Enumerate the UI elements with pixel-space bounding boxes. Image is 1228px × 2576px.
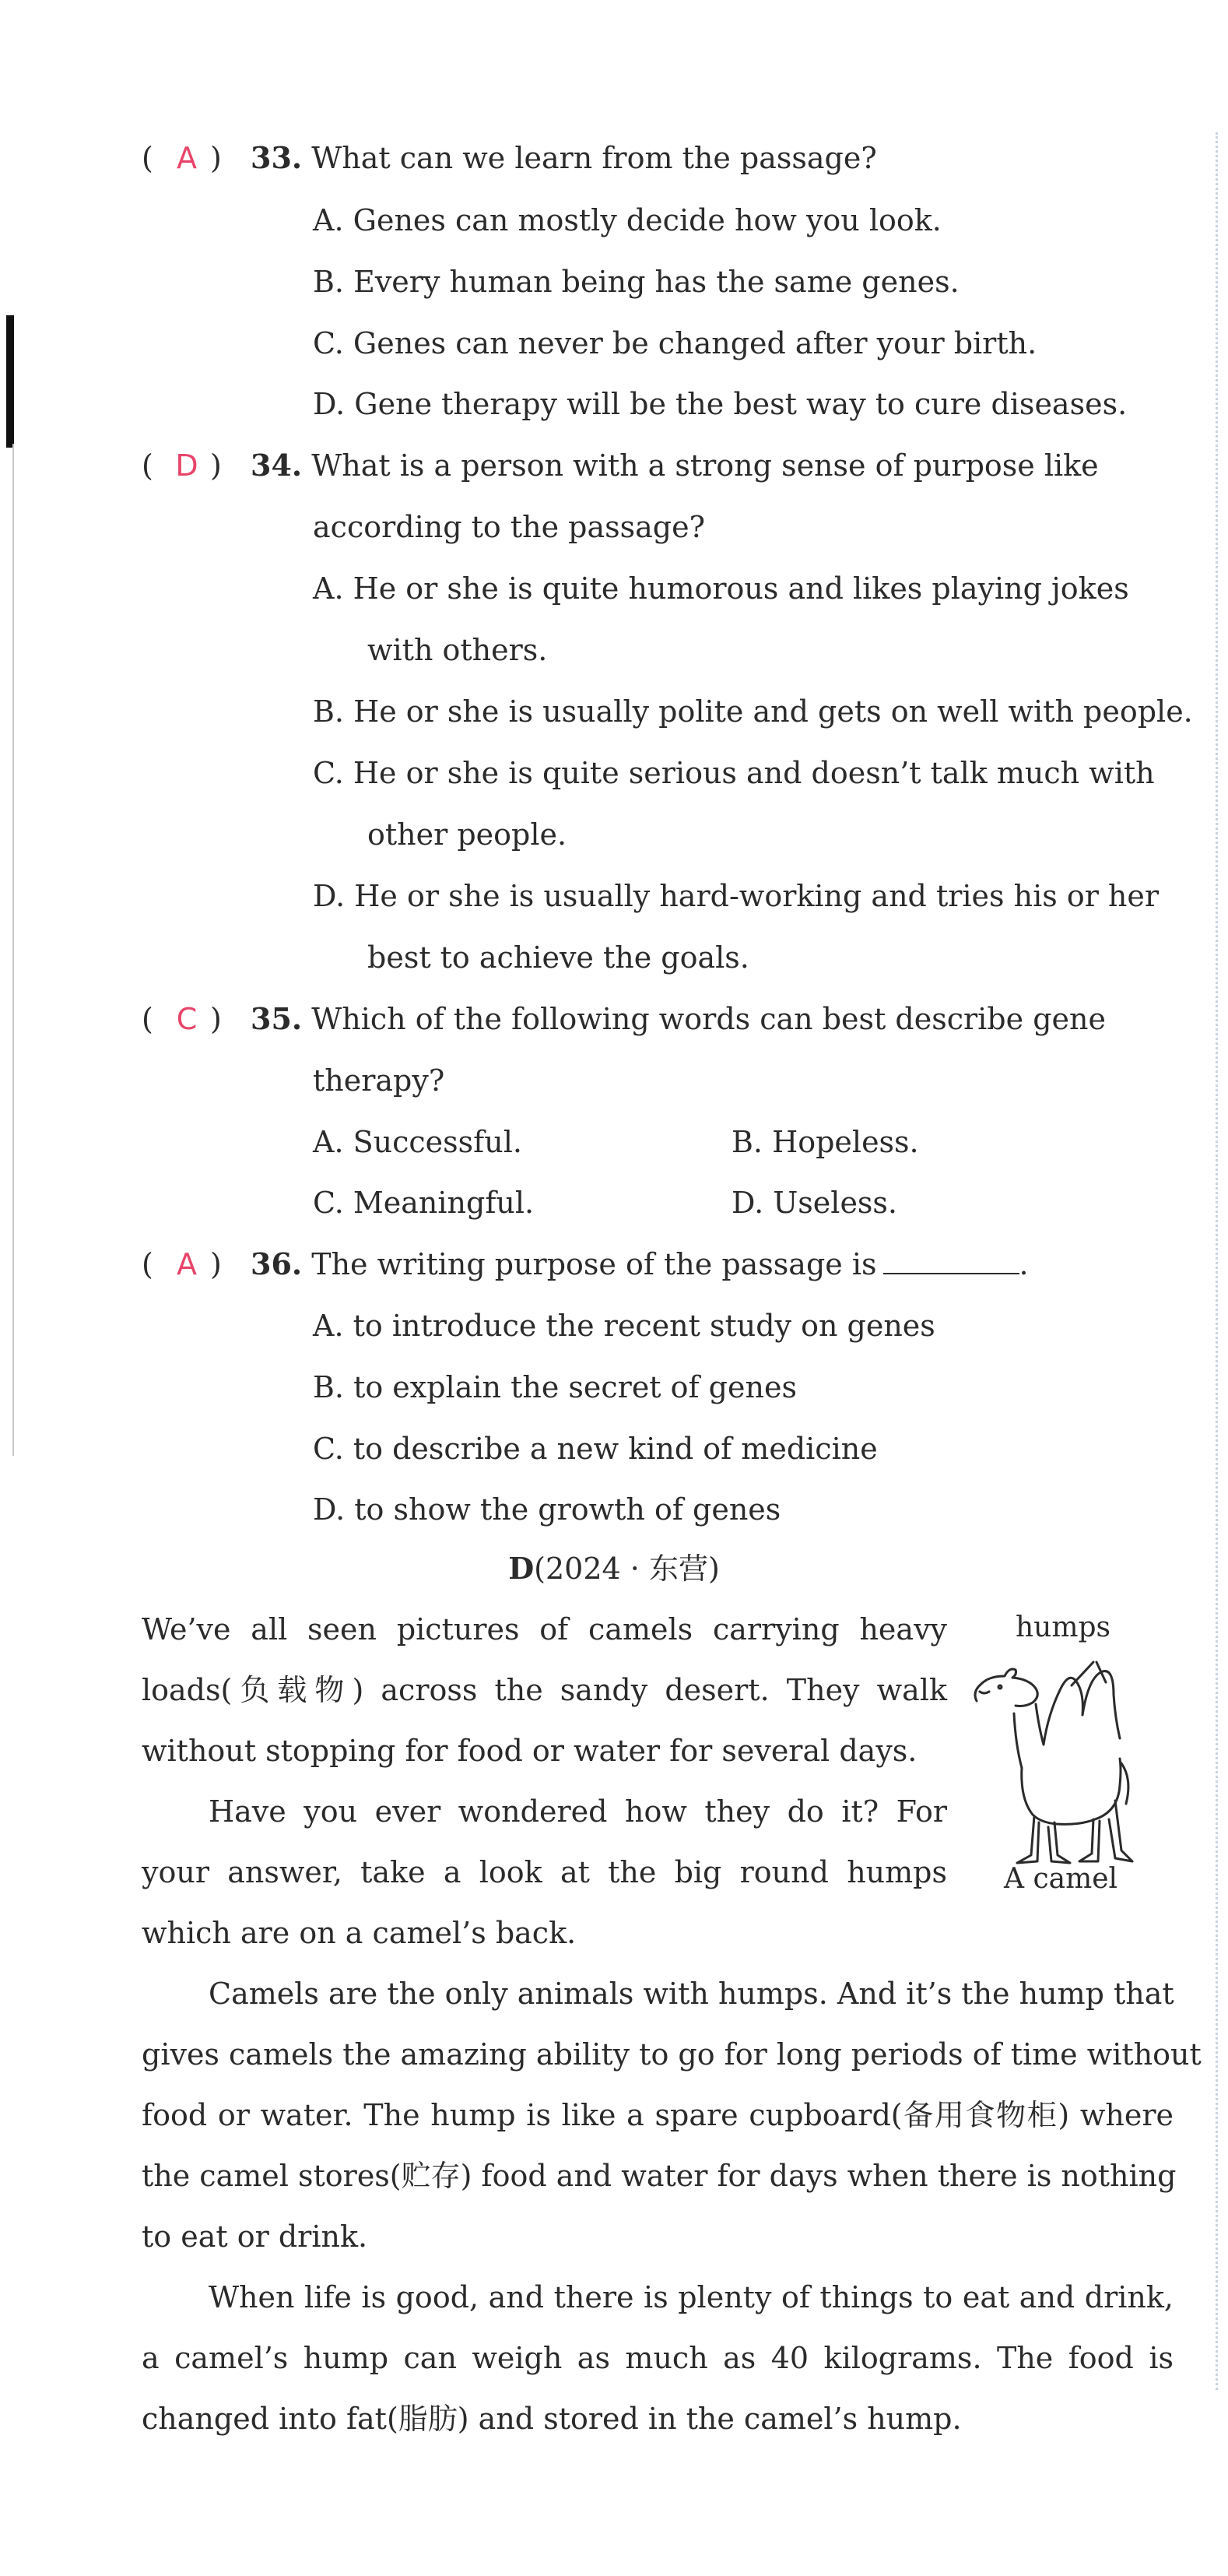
camel-illustration <box>969 1615 1156 1872</box>
humps-label: humps <box>1016 1611 1111 1643</box>
section-letter: D <box>508 1551 535 1586</box>
answer-q36: A <box>177 1247 197 1281</box>
fill-in-blank <box>883 1246 1019 1274</box>
question-33-stem: ( A ) 33. What can we learn from the passage? <box>142 139 877 177</box>
answer-q33: A <box>177 141 197 175</box>
q36-option-a: A. to introduce the recent study on genes <box>313 1309 935 1343</box>
passage-p1-line-1: We’ve all seen pictures of camels carrying heavy <box>142 1612 947 1646</box>
section-source: (2024 · 东营) <box>534 1552 720 1586</box>
passage-p3-line-5: to eat or drink. <box>142 2219 368 2254</box>
passage-p2-line-3: which are on a camel’s back. <box>142 1916 577 1950</box>
q36-option-b: B. to explain the secret of genes <box>313 1370 797 1404</box>
q36-option-d: D. to show the growth of genes <box>313 1492 781 1527</box>
passage-p3-line-2: gives camels the amazing ability to go for long periods of time without <box>142 2037 1202 2072</box>
figure-caption: A camel <box>1004 1863 1118 1895</box>
q35-option-c: C. Meaningful. <box>313 1186 535 1220</box>
q33-option-c: C. Genes can never be changed after your birth. <box>313 326 1037 360</box>
q35-stem-line-2: therapy? <box>313 1063 445 1098</box>
passage-p2-line-2: your answer, take a look at the big round humps <box>142 1855 947 1889</box>
question-36-stem: ( A ) 36. The writing purpose of the passage is . <box>142 1245 1029 1284</box>
q34-option-c-cont: other people. <box>367 817 567 852</box>
question-35-stem: ( C ) 35. Which of the following words can best describe gene <box>142 1000 1106 1038</box>
passage-p1-line-3: without stopping for food or water for several days. <box>142 1734 917 1768</box>
q33-option-a: A. Genes can mostly decide how you look. <box>313 203 942 237</box>
passage-p4-line-2: a camel’s hump can weigh as much as 40 kilograms. The food is <box>142 2341 1174 2375</box>
answer-bracket: ( D ) <box>142 446 251 485</box>
answer-bracket: ( A ) <box>142 139 251 177</box>
passage-p2-line-1: Have you ever wondered how they do it? For <box>209 1794 947 1829</box>
q34-option-c: C. He or she is quite serious and doesn’t talk much with <box>313 756 1155 790</box>
q34-option-a-cont: with others. <box>367 633 548 667</box>
section-heading <box>0 1549 1228 1588</box>
passage-p3-line-3: food or water. The hump is like a spare cupboard(备用食物柜) where <box>142 2098 1174 2132</box>
answer-q34: D <box>175 448 198 483</box>
q33-option-d: D. Gene therapy will be the best way to cure diseases. <box>313 387 1128 421</box>
margin-dotted-rule <box>1216 132 1218 2390</box>
q34-stem-line-2: according to the passage? <box>313 510 705 544</box>
binding-mark <box>6 315 14 448</box>
q34-option-a: A. He or she is quite humorous and likes playing jokes <box>313 571 1129 606</box>
passage-p1-line-2: loads(负载物) across the sandy desert. They walk <box>142 1673 947 1707</box>
passage-p3-line-1: Camels are the only animals with humps. And it’s the hump that <box>209 1977 1174 2011</box>
q34-option-d-cont: best to achieve the goals. <box>367 940 749 975</box>
q35-option-b: B. Hopeless. <box>732 1125 919 1159</box>
question-34-stem: ( D ) 34. What is a person with a strong sense of purpose like <box>142 446 1099 485</box>
answer-bracket: ( C ) <box>142 1000 251 1038</box>
answer-q35: C <box>176 1002 198 1036</box>
q35-option-a: A. Successful. <box>313 1125 522 1159</box>
passage-p3-line-4: the camel stores(贮存) food and water for days when there is nothing <box>142 2159 1177 2193</box>
passage-p4-line-1: When life is good, and there is plenty of things to eat and drink, <box>209 2280 1174 2314</box>
q34-option-b: B. He or she is usually polite and gets on well with people. <box>313 694 1193 729</box>
q35-option-d: D. Useless. <box>732 1186 898 1220</box>
q36-option-c: C. to describe a new kind of medicine <box>313 1432 878 1466</box>
q33-option-b: B. Every human being has the same genes. <box>313 265 960 299</box>
q34-option-d: D. He or she is usually hard-working and tries his or her <box>313 879 1160 913</box>
binding-edge-line <box>12 444 14 1456</box>
passage-p4-line-3: changed into fat(脂肪) and stored in the camel’s hump. <box>142 2402 962 2436</box>
answer-bracket: ( A ) <box>142 1245 251 1284</box>
